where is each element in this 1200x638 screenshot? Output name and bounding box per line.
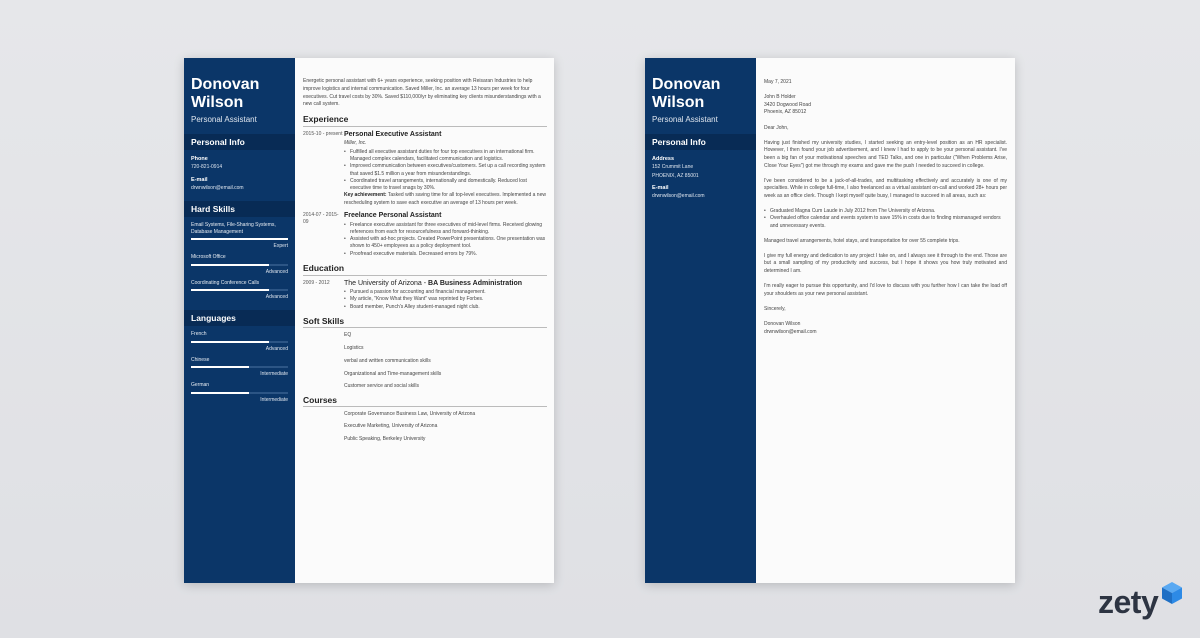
course-item: Public Speaking, Berkeley University [344, 435, 426, 442]
experience-list [303, 131, 547, 258]
letter-role: Personal Assistant [652, 115, 718, 124]
letter-bullet: • Overhauled office calendar and events system to save 15% in costs due to finding mismanaged vendors and unnecessary events. [764, 215, 1007, 230]
letter-name: Donovan Wilson [652, 76, 721, 111]
experience-body [344, 212, 547, 258]
resume-name: Donovan Wilson [191, 76, 260, 111]
education-bullet: • My article, "Know What they Want" was reprinted by Forbes. [344, 296, 547, 303]
email-value: drwnwilson@email.com [191, 184, 244, 191]
hard-skill-bar [191, 264, 288, 266]
soft-skill-item: Logistics [344, 345, 364, 352]
resume-summary: Energetic personal assistant with 6+ years experience, seeking position with Reisaran Industries to help improve logistics and internal communication. Saved Miller, Inc. an average 13 hours per week for four executives. Cut travel costs by 30%. Saved $110,000/yr by eliminating key clients misunderstandings with a new call system. [303, 78, 541, 108]
experience-bullet: • Fulfilled all executive assistant duties for four top executives in an international firm. Managed complex calendars, facilitated communication and logistics. [344, 149, 547, 164]
hard-skills-heading: Hard Skills [184, 201, 295, 217]
courses-heading: Courses [303, 397, 547, 408]
soft-skill-item: Organizational and Time-management skills [344, 370, 442, 377]
experience-entry [303, 131, 547, 207]
personal-info-heading: Personal Info [184, 134, 295, 150]
language-bar-fill [191, 392, 249, 394]
experience-date: 2015-10 - present [303, 130, 343, 137]
language-bar-fill [191, 341, 269, 343]
experience-bullets [344, 222, 547, 258]
education-title: The University of Arizona - BA Business Administration [344, 279, 523, 287]
letter-email-label: E-mail [652, 185, 669, 191]
salutation: Dear John, [764, 124, 789, 131]
letter-paragraph-2: I've been considered to be a jack-of-all-trades, and multitasking effectively and accurately is one of my specialties. While in college full-time, I also freelanced as a virtual assistant on-call and worked 28+ hours per week as an office clerk. Though I kept myself quite busy, I managed to succeed in all areas, such as: [764, 177, 1007, 199]
language-level: Advanced [265, 345, 288, 352]
language-level: Intermediate [260, 371, 288, 377]
letter-personal-info-heading: Personal Info [645, 134, 756, 150]
education-date: 2009 - 2012 [303, 279, 330, 286]
course-item: Executive Marketing, University of Arizona [344, 423, 438, 430]
experience-heading: Experience [303, 116, 547, 127]
letter-bullets [764, 208, 1007, 230]
letter-paragraph-3: Managed travel arrangements, hotel stays, and transportation for over 55 complete trips. [764, 237, 960, 244]
letter-email-value: drwnwilson@email.com [652, 193, 705, 199]
email-label: E-mail [191, 176, 208, 183]
letter-paragraph-1: Having just finished my university studies, I started seeking an entry-level position as an HR specialist. However, I then found your job advertisement, and I knew I had to apply to be your personal assistant. I've been a big fan of your motivational speeches and TED Talks, and one in particular ("When Problems Arise, Close Your Eyes") got me through my exams and gave me the push I needed to succeed in college. [764, 139, 1007, 169]
recipient-address: John B Holder 3420 Dogwood Road Phoenix, AZ 85012 [764, 94, 811, 116]
zety-wordmark: zety [1098, 584, 1159, 620]
language-bar-fill [191, 366, 249, 368]
languages-heading: Languages [184, 310, 295, 326]
address-line2: PHOENIX, AZ 85001 [652, 172, 699, 179]
key-achievement-label: Key achievement: [344, 192, 387, 199]
hard-skill-bar [191, 289, 288, 291]
letter-bullet: • Graduated Magna Cum Laude in July 2012 from The University of Arizona. [764, 208, 1007, 215]
hard-skill-bar-fill [191, 238, 288, 240]
letter-paragraph-5: I'm really eager to pursue this opportunity, and I'd love to discuss with you further how I can take the load off your shoulders as your new personal assistant. [764, 283, 1007, 297]
letter-date: May 7, 2021 [764, 79, 792, 85]
job-title: Personal Executive Assistant [344, 130, 442, 138]
education-bullet: • Pursued a passion for accounting and financial management. [344, 289, 547, 296]
soft-skill-item: verbal and written communication skills [344, 357, 431, 364]
resume-main [295, 58, 554, 583]
phone-label: Phone [191, 156, 208, 162]
letter-paragraph-4: I give my full energy and dedication to any project I take on, and I always see it through to the end. Those are but a small sampling of my productivity and success, but I hope it shows you how truly motivated and determined I am. [764, 252, 1007, 274]
education-heading: Education [303, 265, 547, 276]
language-bar [191, 366, 288, 368]
key-achievement-text: Tasked with saving time for all top-level executives. Implemented a new rescheduling system to save each executive an average of 13 hours per week. [344, 192, 546, 206]
language-level: Intermediate [260, 396, 288, 403]
language-name: Chinese [191, 356, 210, 363]
hard-skills-list [184, 217, 295, 300]
hard-skill-bar-fill [191, 264, 269, 266]
phone-value: 720-821-0914 [191, 164, 223, 170]
resume-role: Personal Assistant [191, 115, 257, 124]
resume-sidebar [184, 58, 295, 583]
address-label: Address [652, 156, 675, 162]
key-achievement [344, 192, 547, 207]
experience-bullet: • Proofread executive materials. Decreased errors by 79%. [344, 251, 547, 258]
courses-list [303, 411, 547, 442]
language-name: German [191, 382, 210, 388]
hard-skill-bar-fill [191, 289, 269, 291]
experience-bullets [344, 149, 547, 193]
zety-logo-icon [1160, 581, 1184, 610]
soft-skill-item: EQ [344, 332, 352, 339]
job-title: Freelance Personal Assistant [344, 212, 442, 220]
language-bar [191, 392, 288, 394]
closing: Sincerely, [764, 305, 786, 312]
letter-body [756, 58, 1015, 583]
hard-skill-name: Email Systems, File-Sharing Systems, Database Management [191, 222, 276, 235]
soft-skills-list [303, 332, 547, 389]
education-entry [303, 280, 547, 311]
zety-brand [1098, 584, 1184, 621]
hard-skill-level: Advanced [265, 294, 288, 300]
hard-skill-level: Advanced [265, 268, 288, 275]
address-line1: 152 Crummit Lane [652, 164, 694, 170]
experience-bullet: • Freelance executive assistant for three executives of mid-level firms. Received glowing references from each for resourcefulness and forward-thinking. [344, 222, 547, 237]
experience-date: 2014-07 - 2015-09 [303, 212, 339, 226]
signature: Donovan Wilson drwnwilson@email.com [764, 321, 817, 335]
language-bar [191, 341, 288, 343]
soft-skills-heading: Soft Skills [303, 318, 547, 329]
experience-bullet: • Coordinated travel arrangements, internationally and domestically. Reduced lost executive time to travel snags by 30%. [344, 178, 547, 193]
languages-list [184, 326, 295, 403]
resume-page [184, 58, 554, 583]
hard-skill-name: Microsoft Office [191, 254, 226, 260]
course-item: Corporate Governance Business Law, University of Arizona [344, 411, 476, 418]
cover-letter-page [645, 58, 1015, 583]
education-bullet: • Board member, Punch's Alley student-managed night club. [344, 304, 547, 311]
letter-sidebar [645, 58, 756, 583]
experience-body [344, 131, 547, 207]
education-bullets [344, 289, 547, 311]
hard-skill-name: Coordinating Conference Calls [191, 279, 260, 286]
experience-bullet: • Assisted with ad-hoc projects. Created PowerPoint presentations. One presentation was shown to 450+ employees as a policy deployment tool. [344, 236, 547, 251]
company-name: Miller, Inc. [344, 140, 367, 147]
hard-skill-level: Expert [273, 243, 288, 249]
experience-bullet: • Improved communication between executives/customers. Set up a call recording system that saved $1.5 million a year from misunderstandings. [344, 163, 547, 178]
experience-entry [303, 212, 547, 258]
hard-skill-bar [191, 238, 288, 240]
soft-skill-item: Customer service and social skills [344, 383, 420, 390]
language-name: French [191, 331, 207, 337]
